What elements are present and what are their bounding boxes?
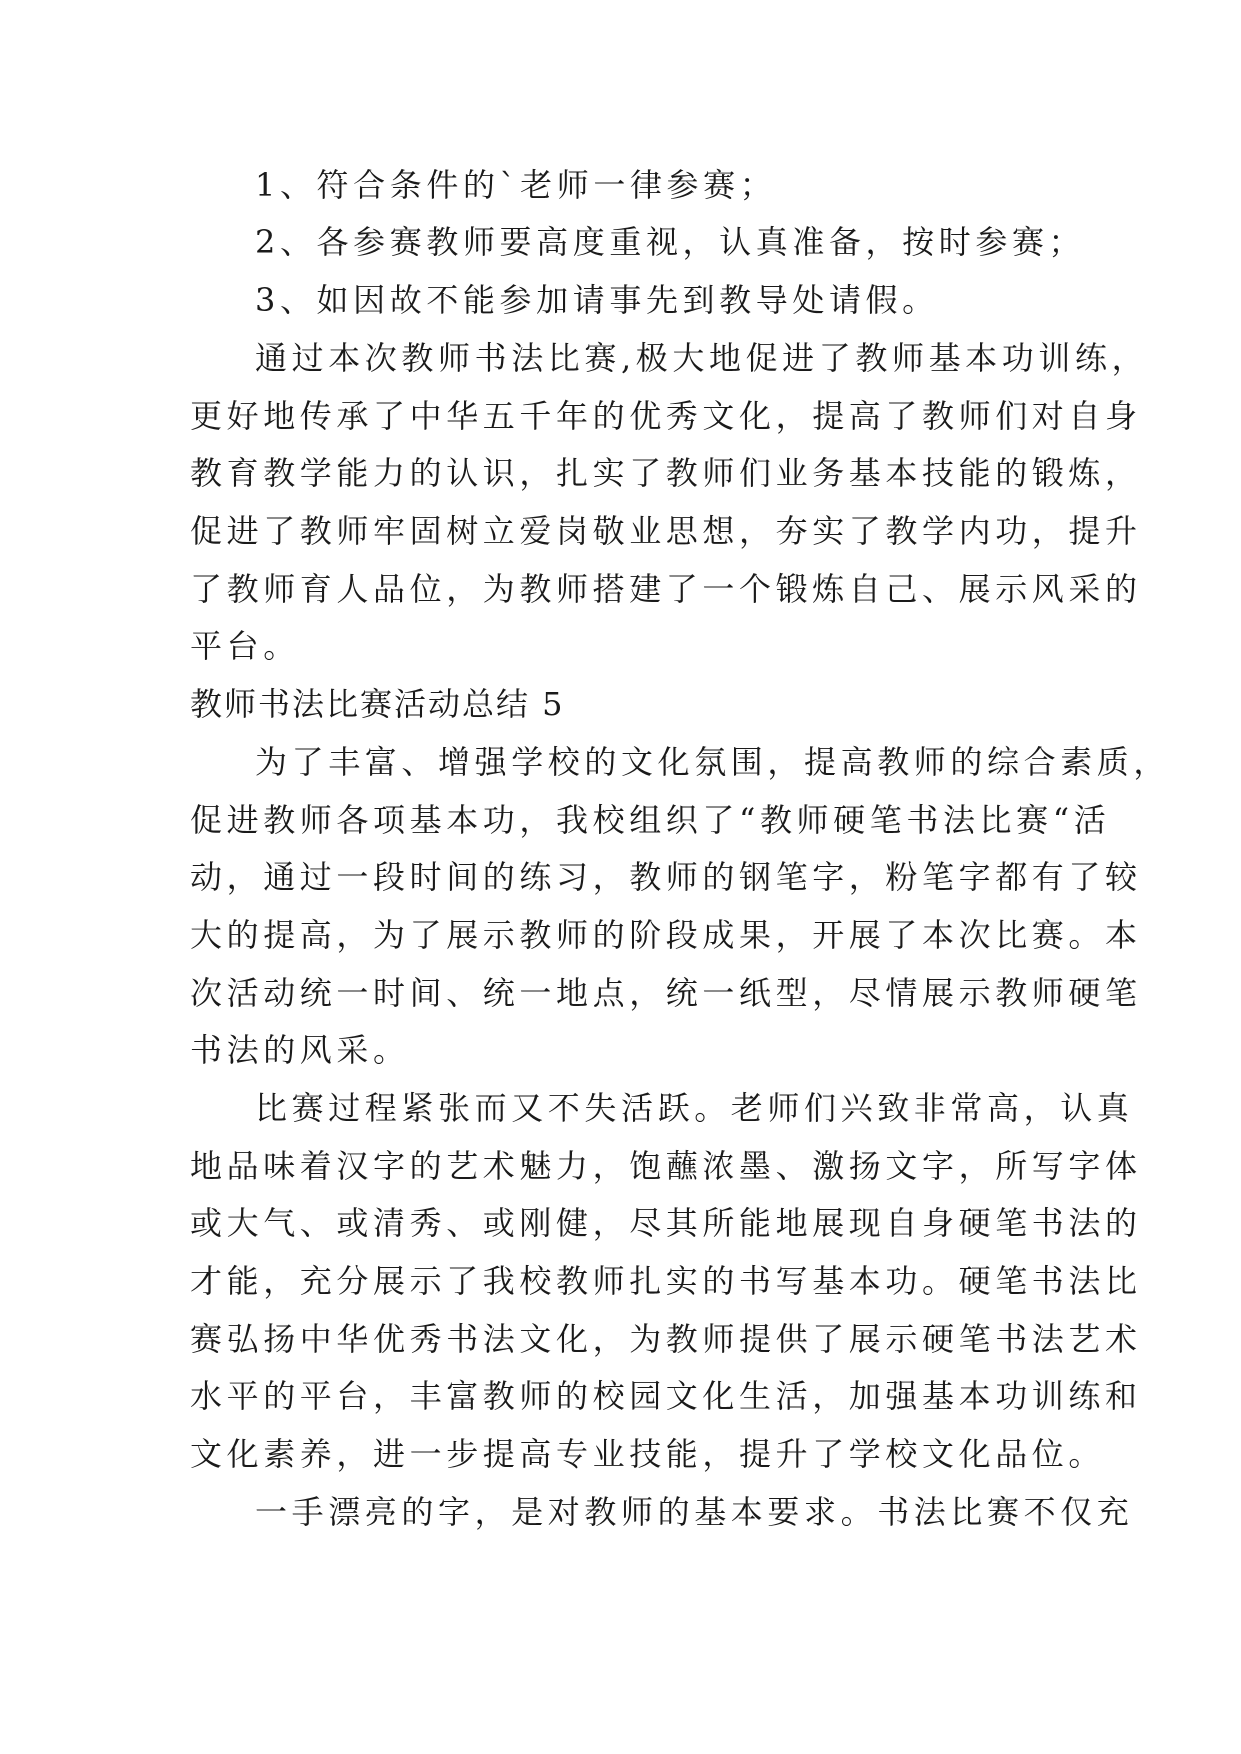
para2-line-5: 赛弘扬中华优秀书法文化，为教师提供了展示硬笔书法艺术: [190, 1320, 1142, 1358]
para1-line-2: 促进教师各项基本功，我校组织了“教师硬笔书法比赛“活: [190, 801, 1111, 839]
summary-line-6: 平台。: [190, 627, 300, 665]
summary-line-1: 通过本次教师书法比赛,极大地促进了教师基本功训练，: [255, 339, 1149, 377]
para2-line-6: 水平的平台，丰富教师的校园文化生活，加强基本功训练和: [190, 1377, 1142, 1415]
para1-line-1: 为了丰富、增强学校的文化氛围，提高教师的综合素质，: [255, 743, 1171, 781]
list-item-2: 2、各参赛教师要高度重视，认真准备，按时参赛；: [255, 223, 1086, 261]
para2-line-7: 文化素养，进一步提高专业技能，提升了学校文化品位。: [190, 1435, 1106, 1473]
para2-line-2: 地品味着汉字的艺术魅力，饱蘸浓墨、激扬文字，所写字体: [190, 1147, 1142, 1185]
para1-line-4: 大的提高，为了展示教师的阶段成果，开展了本次比赛。本: [190, 916, 1142, 954]
summary-line-5: 了教师育人品位，为教师搭建了一个锻炼自己、展示风采的: [190, 570, 1142, 608]
list-item-1: 1、符合条件的`老师一律参赛；: [255, 166, 777, 204]
summary-line-2: 更好地传承了中华五千年的优秀文化，提高了教师们对自身: [190, 397, 1142, 435]
summary-line-4: 促进了教师牢固树立爱岗敬业思想，夯实了教学内功，提升: [190, 512, 1142, 550]
para2-line-4: 才能，充分展示了我校教师扎实的书写基本功。硬笔书法比: [190, 1262, 1142, 1300]
para1-line-6: 书法的风采。: [190, 1031, 410, 1069]
summary-line-3: 教育教学能力的认识，扎实了教师们业务基本技能的锻炼，: [190, 454, 1142, 492]
para1-line-5: 次活动统一时间、统一地点，统一纸型，尽情展示教师硬笔: [190, 974, 1142, 1012]
section-heading: 教师书法比赛活动总结 5: [190, 685, 565, 723]
para2-line-1: 比赛过程紧张而又不失活跃。老师们兴致非常高，认真: [255, 1089, 1134, 1127]
list-item-3: 3、如因故不能参加请事先到教导处请假。: [255, 281, 939, 319]
para1-line-3: 动，通过一段时间的练习，教师的钢笔字，粉笔字都有了较: [190, 858, 1142, 896]
para3-line-1: 一手漂亮的字，是对教师的基本要求。书法比赛不仅充: [255, 1493, 1134, 1531]
para2-line-3: 或大气、或清秀、或刚健，尽其所能地展现自身硬笔书法的: [190, 1204, 1142, 1242]
